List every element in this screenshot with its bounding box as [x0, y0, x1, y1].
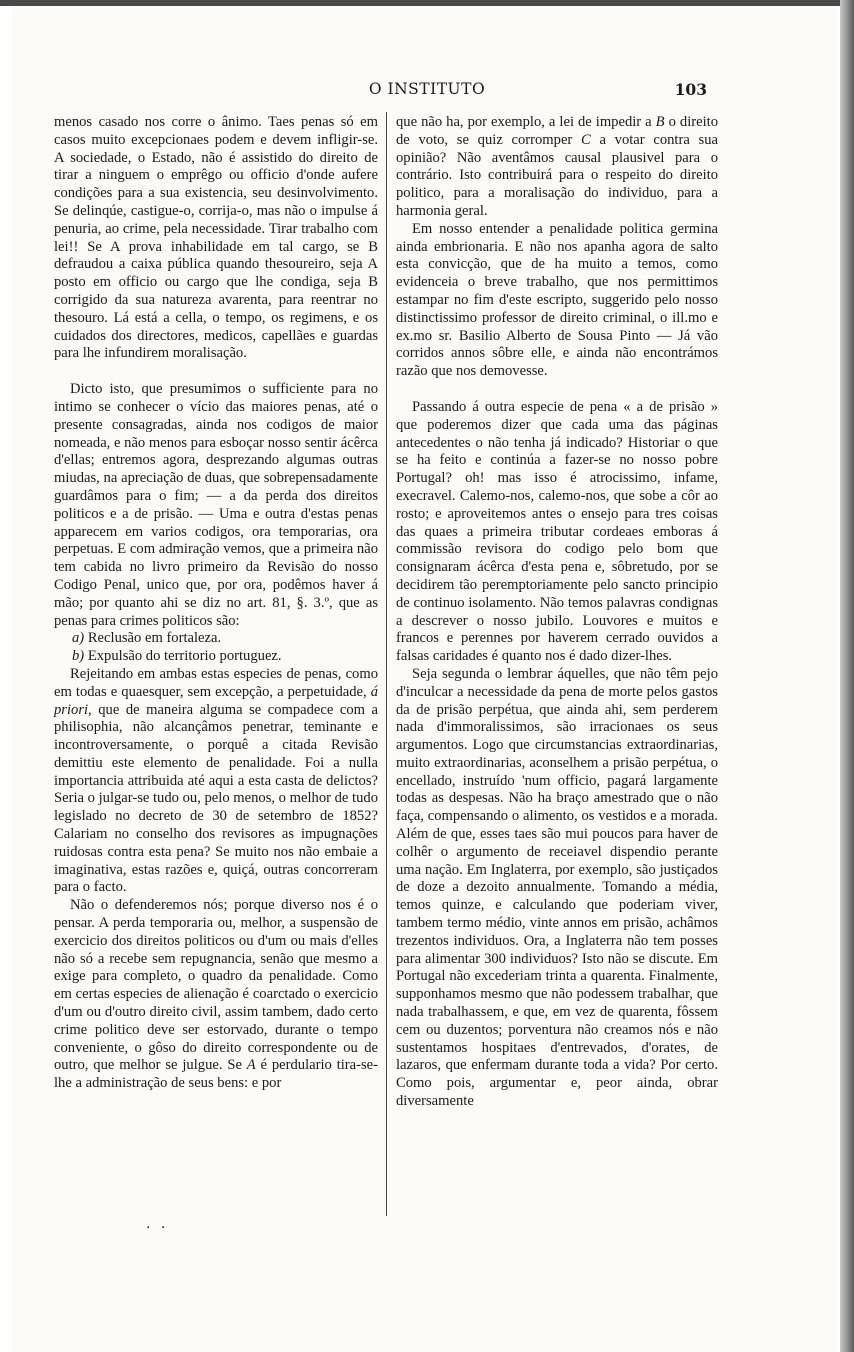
right-column — [396, 114, 718, 1111]
footer-marks: . . — [146, 1216, 169, 1232]
list-item — [54, 630, 378, 648]
italic-letter: A — [246, 1057, 256, 1074]
page-number: 103 — [674, 80, 707, 99]
paragraph: Em nosso entender a penalidade politica germina ainda embrionaria. E não nos apanha agora de salto esta convicção, que de ha muito a temos, como evidenceia o breve trabalho, que nos permittimos estampar no fim d'este escripto, suggerido pelo nosso distinctissimo professor de direito criminal, o ill.mo e ex.mo sr. Basilio Alberto de Sousa Pinto — Já vão corridos annos sôbre elle, e ainda não encontrámos razão que nos demovesse. — [396, 220, 718, 380]
running-title: O INSTITUTO — [368, 80, 486, 98]
paragraph — [54, 666, 378, 897]
text-run: o direito de voto, se quiz corromper — [396, 114, 719, 148]
paragraph: Dicto isto, que presumimos o sufficiente para no intimo se conhecer o vício das maiores penas, até o presente consagradas, ainda nos codigos de maior nomeada, e não menos para esboçar nosso sentir ácêrca d'ellas; entremos agora, desprezando algumas outras miudas, na apreciação de duas, que sobrepensadamente guardâmos para o fim; — a da perda dos direitos politicos e a de prisão. — Uma e outra d'estas penas apparecem em varios codigos, ora temporarias, ora perpetuas. E com admiração vemos, que a primeira não tem cabida no livro primeiro da Revisão do nosso Codigo Penal, unico que, por ora, podêmos haver á mão; por quanto ahi se diz no art. 81, §. 3.º, que as penas para crimes politicos são: — [54, 381, 378, 629]
list-item — [54, 648, 378, 666]
text-run: Rejeitando em ambas estas especies de penas, como em todas e quaesquer, sem excepção, a perpetuidade, — [54, 665, 378, 700]
text-run: a votar contra sua opinião? Não aventâmos causal plausivel para o contrário. Isto contribuirá para o respeito do direito politico, para a moralisação do individuo, para a harmonia geral. — [396, 131, 718, 219]
text-run: que não ha, por exemplo, a lei de impedir a — [396, 114, 652, 130]
text-run: Não o defenderemos nós; porque diverso nos é o pensar. A perda temporaria ou, melhor, a suspensão de exercicio dos direitos politicos ou d'um ou mais d'elles não só a recebe sem repugnancia, senão que mesmo a exige para completo, o quadro da penalidade. Como em certas especies de alienação é coarctado o exercicio d'um ou d'outro direito civil, assim tambem, dado certo crime politico deve ser estorvado, durante o tempo conveniente, o gôso do direito correspondente ou de outro, que melhor se julgue. Se — [54, 897, 378, 1074]
paragraph — [396, 114, 718, 221]
paragraph: Passando á outra especie de pena « a de prisão » que poderemos dizer que cada uma das páginas antecedentes o não tenha já indicado? Historiar o que se ha feito e continúa a fazer-se no nosso pobre Portugal? oh! mas isso é atrocissimo, infame, execravel. Calemo-nos, calemo-nos, que sobe a côr ao rosto; e aproveitemos antes o ensejo para tres coisas das quaes a primeira tributar cordeaes emboras á commissão revisora do codigo pelo bom que consignaram ácêrca d'esta pena e, sôbretudo, por se decidirem tão peremptoriamente pelo sancto principio de continuo isolamento. Não temos palavras condignas a descrever o nosso jubilo. Louvores e muitos e francos e perennes por haverem cerrado ouvidos a falsas caridades é quanto nos é dado dizer-lhes. — [396, 398, 718, 665]
text-run: que de maneira alguma se compadece com a philisophia, não alcançâmos penetrar, teminante e incontroversamente, o porquê a citada Revisão demittiu este elemento de penalidade. Foi a nulla importancia attribuida até aqui a esta casta de delictos? Seria o julgar-se tudo ou, pelo menos, o melhor de tudo legislado no decreto de 30 de setembro de 1852? Calariam no conselho dos revisores as impugnações ruidosas contra esta pena? Se muito nos não embaie a imaginativa, estas razões e, quiçá, outras concorreram para o facto. — [54, 701, 378, 896]
paragraph — [54, 897, 378, 1093]
italic-term: á priori, — [54, 683, 378, 718]
list-marker: a) — [72, 630, 85, 647]
list-text: Reclusão em fortaleza. — [87, 630, 222, 647]
list-marker: b) — [72, 648, 85, 665]
paragraph: Seja segunda o lembrar áquelles, que não têm pejo d'inculcar a necessidade da pena de morte pelos gastos da de prisão perpétua, que ainda ahi, sem perderem nada d'immoralissimos, são irracionaes os seus argumentos. Logo que circumstancias extraordinarias, muito extraordinarias, aconselhem a prisão perpétua, o encellado, instruído 'num officio, pagará largamente todas as despesas. Não ha braço amestrado que o não faça, compensando o alimento, os vestidos e a morada. Além de que, esses taes são mui poucos para haver de colhêr o argumento de receiavel dispendio perante uma nação. Em Inglaterra, por exemplo, são justiçados de doze a dezoito annualmente. Tomando a média, temos quinze, e calculando que poderiam viver, tambem termo médio, vinte annos em prisão, achâmos trezentos individuos. Ora, a Inglaterra não tem posses para alimentar 300 individuos? Isto não se discute. Em Portugal não excederiam trinta a quarenta. Finalmente, supponhamos mesmo que não podessem trabalhar, que nada trabalhassem, e que, em vez de quarenta, fôssem cem ou duzentos; porventura não creamos nós e não sustentamos hospitaes d'entrevados, d'orates, de lazaros, que enfermam durante toda a vida? Por certo. Como pois, argumentar e, peor ainda, obrar diversamente — [396, 665, 718, 1110]
list-text: Expulsão do territorio portuguez. — [87, 648, 282, 665]
text-run: é perdulario tira-se-lhe a administração de seus bens: e por — [54, 1057, 378, 1092]
paragraph: menos casado nos corre o ânimo. Taes penas só em casos muito excepcionaes podem e devem infligir-se. A sociedade, o Estado, não é assistido do direito de tirar a ninguem o emprêgo ou officio d'onde aufere condições para a sua existencia, seu desinvolvimento. Se delinqúe, castigue-o, corrija-o, mas não o impulse á penuria, ao crime, pela necessidade. Tirar trabalho com lei!! Se A prova inhabilidade em tal cargo, se B defraudou a caixa pública quando thesoureiro, seja A posto em officio ou cargo que lhe condiga, seja B corrigido da sua natureza avarenta, para reentrar no thesouro. Lá está a cella, o tempo, os regimens, e os cuidados dos directores, medicos, capellães e guardas para lhe infundirem moralisação. — [54, 114, 378, 362]
page-edge-shadow — [840, 0, 854, 1352]
left-column — [54, 114, 378, 1093]
italic-letter: B — [655, 114, 665, 130]
column-divider — [386, 112, 387, 1216]
italic-letter: C — [581, 131, 591, 148]
page-header — [0, 80, 854, 102]
